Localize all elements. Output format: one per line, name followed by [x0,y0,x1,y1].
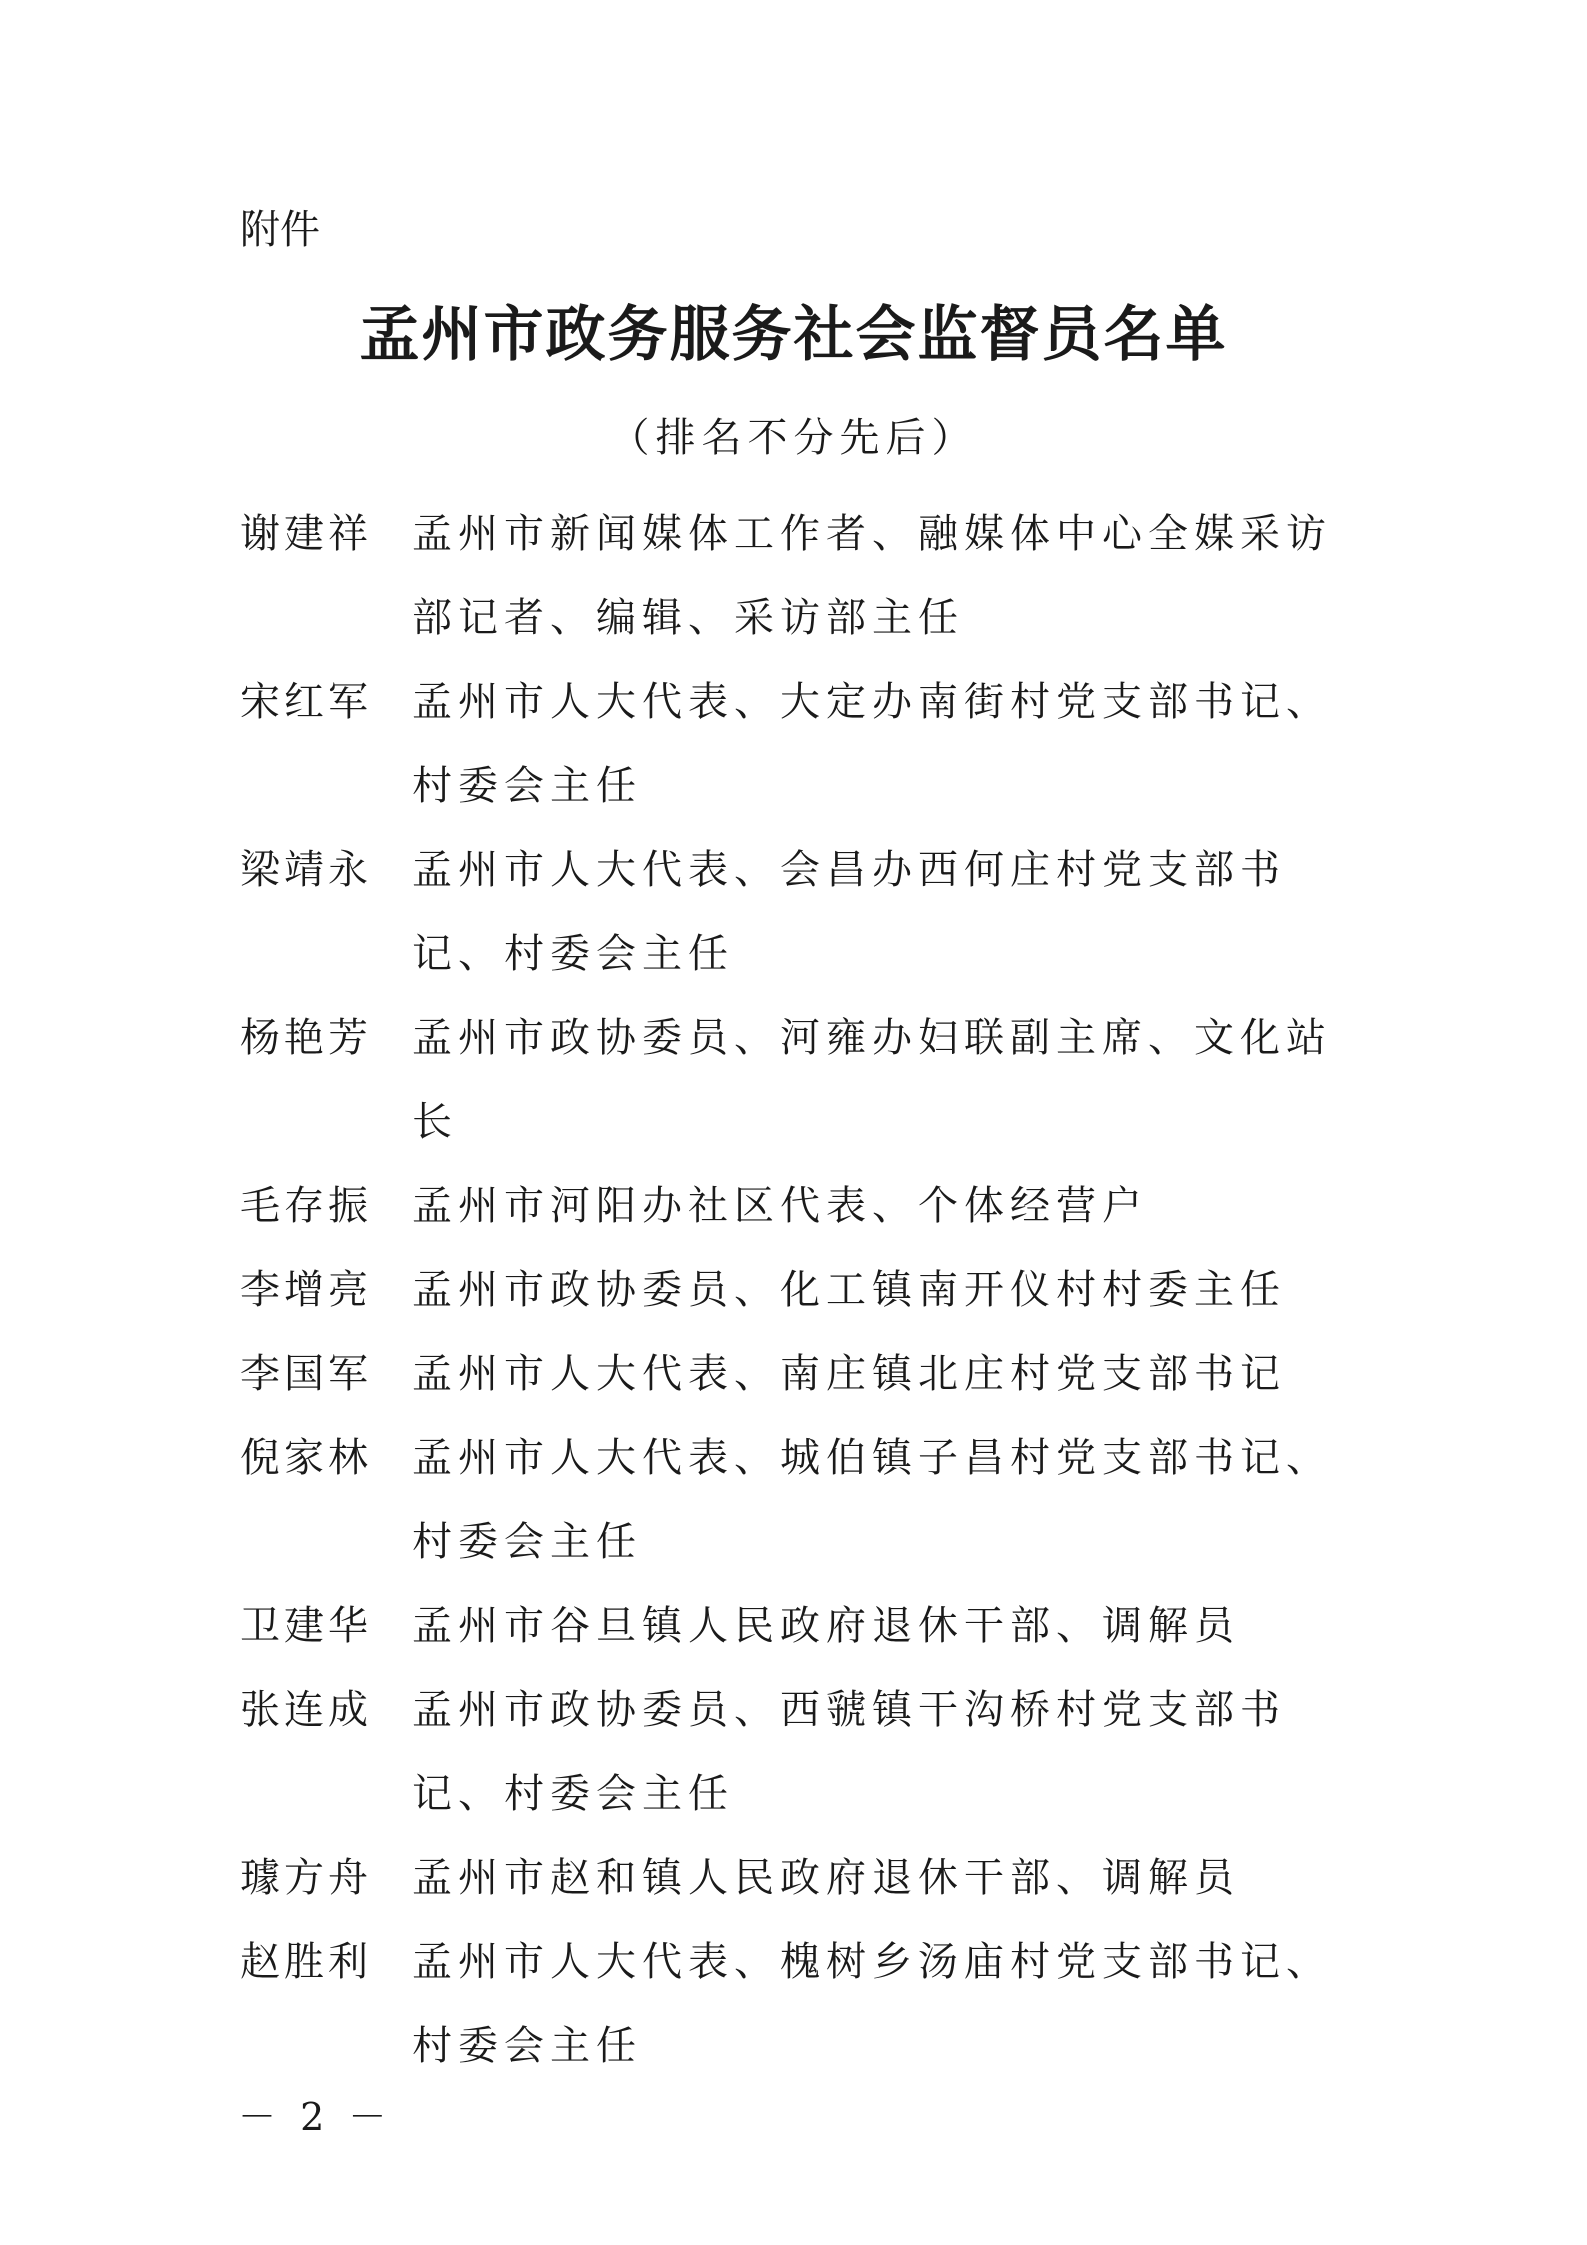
list-item [240,828,1360,996]
member-description: 孟州市政协委员、西虢镇干沟桥村党支部书记、村委会主任 [412,1687,1286,1817]
member-name: 谢建祥 [240,511,372,557]
member-description: 孟州市政协委员、化工镇南开仪村村委主任 [412,1267,1286,1313]
list-item [240,492,1360,660]
list-item [240,1584,1360,1668]
member-name: 李增亮 [240,1267,372,1313]
list-item [240,996,1360,1164]
list-item [240,1836,1360,1920]
member-name: 杨艳芳 [240,1015,372,1061]
member-description: 孟州市人大代表、槐树乡汤庙村党支部书记、村委会主任 [412,1939,1332,2069]
list-item [240,1416,1360,1584]
member-name: 赵胜利 [240,1939,372,1985]
member-description: 孟州市新闻媒体工作者、融媒体中心全媒采访部记者、编辑、采访部主任 [412,511,1332,641]
member-description: 孟州市人大代表、大定办南街村党支部书记、村委会主任 [412,679,1332,809]
list-item [240,1164,1360,1248]
member-description: 孟州市赵和镇人民政府退休干部、调解员 [412,1855,1240,1901]
member-name: 梁靖永 [240,847,372,893]
ranking-note: （排名不分先后） [609,415,978,461]
member-description: 孟州市人大代表、城伯镇子昌村党支部书记、村委会主任 [412,1435,1332,1565]
member-name: 璩方舟 [240,1855,372,1901]
list-item [240,1920,1360,2088]
member-list [240,492,1360,2088]
member-description: 孟州市人大代表、南庄镇北庄村党支部书记 [412,1351,1286,1397]
member-name: 宋红军 [240,679,372,725]
member-description: 孟州市政协委员、河雍办妇联副主席、文化站长 [412,1015,1332,1145]
member-name: 张连成 [240,1687,372,1733]
member-name: 卫建华 [240,1603,372,1649]
member-description: 孟州市谷旦镇人民政府退休干部、调解员 [412,1603,1240,1649]
attachment-label: 附件 [240,207,320,253]
list-item [240,1248,1360,1332]
page-title: 孟州市政务服务社会监督员名单 [359,300,1228,370]
member-name: 毛存振 [240,1183,372,1229]
page-number: － 2 － [238,2095,393,2139]
list-item [240,1332,1360,1416]
member-name: 李国军 [240,1351,372,1397]
list-item [240,1668,1360,1836]
member-description: 孟州市人大代表、会昌办西何庄村党支部书记、村委会主任 [412,847,1286,977]
list-item [240,660,1360,828]
member-description: 孟州市河阳办社区代表、个体经营户 [412,1183,1148,1229]
member-name: 倪家林 [240,1435,372,1481]
